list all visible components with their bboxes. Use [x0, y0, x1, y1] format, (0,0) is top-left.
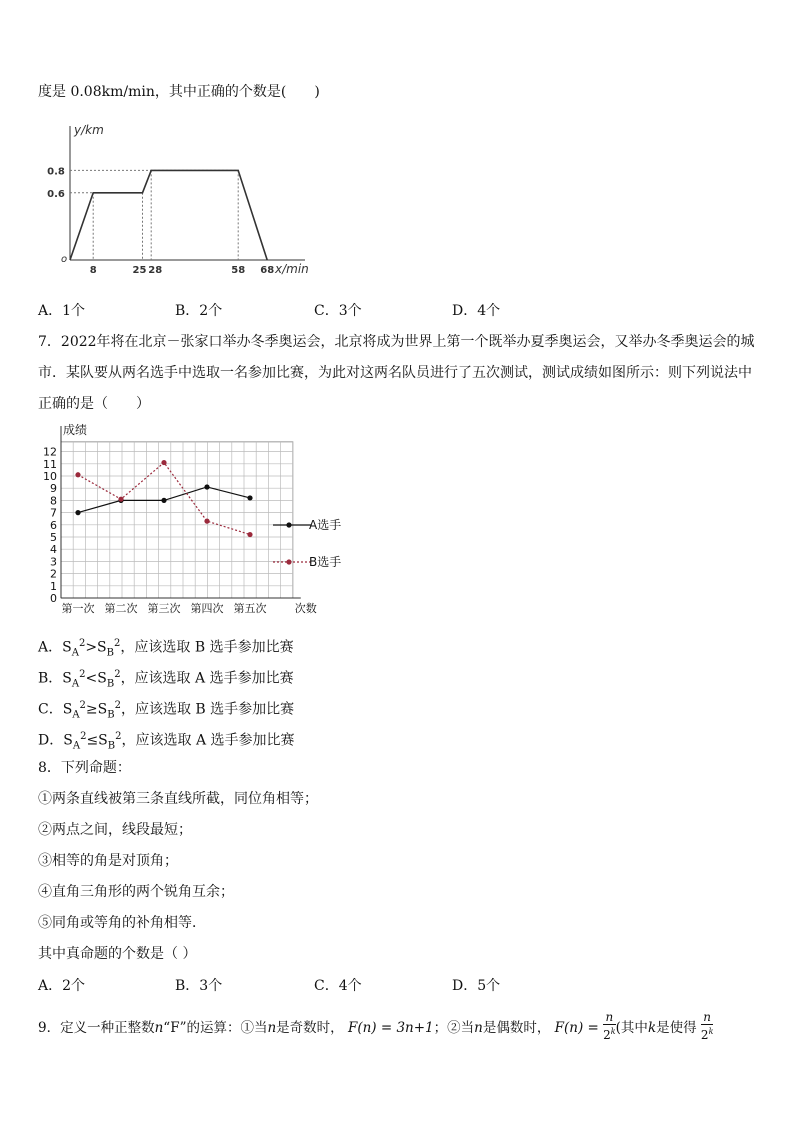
y-axis-label: 成绩 — [63, 423, 88, 437]
q8-prop-4: ④直角三角形的两个锐角互余； — [38, 884, 234, 900]
q9-fraction-2: $\frac{n}{2^k}$ — [700, 1010, 714, 1042]
q6-option-c[interactable]: C．3个 — [314, 303, 362, 319]
legend-marker-0 — [286, 522, 291, 527]
origin-label: o — [61, 254, 68, 265]
y-tick-label: 7 — [50, 506, 57, 520]
q8-option-c[interactable]: C．4个 — [314, 978, 362, 994]
y-tick-label: 5 — [50, 531, 57, 544]
y-tick-label: 6 — [50, 518, 57, 532]
y-tick-label: 4 — [50, 543, 57, 557]
x-tick-label: 第五次 — [233, 602, 267, 615]
q8-question: 其中真命题的个数是（ ） — [38, 946, 197, 962]
y-axis-label: y/km — [74, 123, 104, 137]
y-tick-label: 12 — [43, 445, 57, 459]
q7-score-chart — [35, 422, 365, 620]
y-tick-label: 9 — [50, 482, 57, 496]
plot-area — [61, 442, 293, 598]
y-tick-label: 10 — [43, 470, 57, 483]
y-tick-label: 2 — [50, 567, 57, 581]
x-tick-label: 第三次 — [147, 602, 181, 615]
x-tick-label: 68 — [260, 265, 275, 276]
series-point-0 — [247, 495, 252, 500]
x-tick-label: 28 — [148, 265, 163, 276]
q8-stem: 8．下列命题： — [38, 760, 131, 776]
q8-prop-5: ⑤同角或等角的补角相等． — [38, 915, 206, 931]
x-tick-label: 8 — [89, 265, 97, 276]
q7-option-c[interactable]: C．$S_A^2\ge S_B^2$，应该选取 B 选手参加比赛 — [38, 700, 295, 721]
x-axis-label: 次数 — [294, 602, 317, 615]
x-tick-label: 第四次 — [190, 602, 224, 615]
legend-label-0: A选手 — [309, 518, 342, 532]
distance-line — [70, 170, 267, 260]
q7-stem-line3: 正确的是（ ） — [38, 396, 150, 412]
y-tick-label: 1 — [50, 579, 57, 593]
q9-stem: 9．定义一种正整数n“F”的运算：①当n是奇数时， F(n) = 3n+1；②当n是偶数时， F(n) = $\frac{n}{2^k}$ (其中k是使得 $\frac{n}{2^k}$ — [38, 1010, 714, 1042]
q6-options — [38, 300, 598, 320]
x-axis-label: x/min — [275, 262, 309, 276]
y-tick-label: 11 — [43, 457, 57, 471]
y-tick-label: 0.6 — [47, 188, 65, 200]
q7-stem-line1: 7．2022年将在北京－张家口举办冬季奥运会，北京将成为世界上第一个既举办夏季奥运会，又举办冬季奥运会的城 — [38, 334, 755, 350]
series-point-1 — [75, 472, 80, 477]
y-tick-label: 8 — [50, 494, 57, 508]
q6-distance-time-chart — [47, 118, 325, 278]
x-tick-label: 第二次 — [104, 602, 138, 615]
q6-option-b[interactable]: B．2个 — [175, 303, 223, 319]
q8-prop-2: ②两点之间，线段最短； — [38, 822, 192, 838]
series-point-1 — [161, 460, 166, 465]
series-point-1 — [247, 532, 252, 537]
q6-option-a[interactable]: A．1个 — [38, 303, 86, 319]
q9-formula-odd: F(n) = 3n+1 — [347, 1020, 434, 1036]
y-tick-label: 3 — [50, 555, 57, 569]
q9-fraction: $\frac{n}{2^k}$ — [603, 1010, 616, 1042]
series-point-1 — [204, 519, 209, 524]
q6-stem-tail: 度是 0.08km/min，其中正确的个数是( ) — [38, 84, 320, 100]
q7-stem-line2: 市．某队要从两名选手中选取一名参加比赛，为此对这两名队员进行了五次测试，测试成绩如图所示：则下列说法中 — [38, 365, 752, 381]
x-tick-label: 58 — [231, 265, 246, 276]
q7-option-d[interactable]: D．$S_A^2\le S_B^2$，应该选取 A 选手参加比赛 — [38, 731, 295, 752]
legend-label-1: B选手 — [309, 555, 342, 569]
series-point-0 — [75, 510, 80, 515]
y-tick-label: 0 — [50, 592, 57, 605]
q7-option-a[interactable]: A．$S_A^2>S_B^2$，应该选取 B 选手参加比赛 — [38, 638, 294, 659]
q8-options — [38, 975, 598, 995]
series-point-0 — [161, 498, 166, 503]
q8-option-d[interactable]: D．5个 — [452, 978, 501, 994]
legend-marker-1 — [286, 559, 291, 564]
q8-prop-1: ①两条直线被第三条直线所截，同位角相等； — [38, 791, 318, 807]
q8-prop-3: ③相等的角是对顶角； — [38, 853, 178, 869]
x-tick-label: 25 — [132, 265, 147, 276]
series-point-0 — [204, 484, 209, 489]
y-tick-label: 0.8 — [47, 166, 65, 178]
q7-option-b[interactable]: B．$S_A^2<S_B^2$，应该选取 A 选手参加比赛 — [38, 669, 294, 690]
series-point-1 — [118, 497, 123, 502]
q8-option-a[interactable]: A．2个 — [38, 978, 86, 994]
q6-option-d[interactable]: D．4个 — [452, 303, 501, 319]
x-tick-label: 第一次 — [61, 602, 95, 615]
q8-option-b[interactable]: B．3个 — [175, 978, 223, 994]
